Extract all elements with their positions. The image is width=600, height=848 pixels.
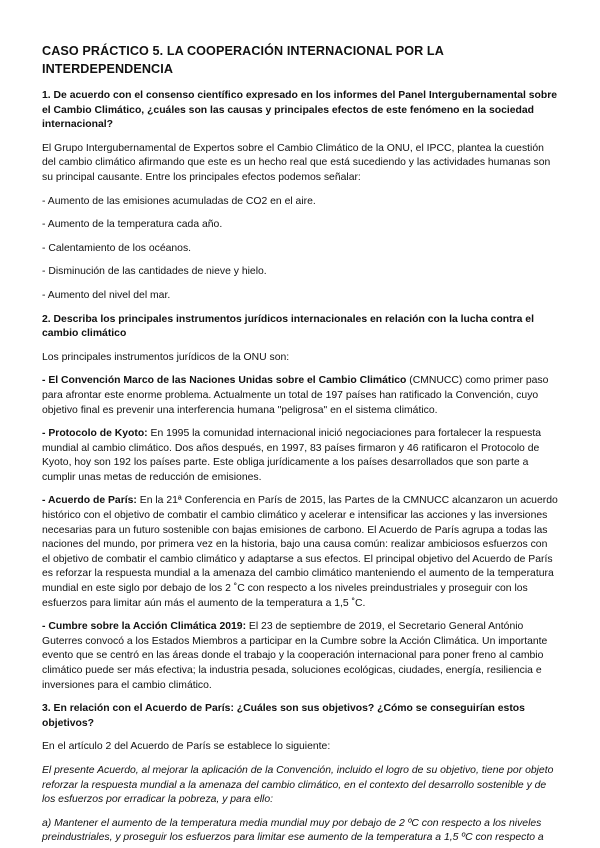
instrument-cmnucc [42,374,558,418]
instrument-text: En la 21ª Conferencia en París de 2015, las Partes de la CMNUCC alcanzaron un acuerdo histórico con el objetivo de combatir el cambio climático y acelerar e intensificar las acciones y las inversiones necesarias para un futuro sostenible con bajas emisiones de carbono. El Acuerdo de París agrupa a todas las naciones del mundo, por primera vez en la historia, bajo una causa común: realizar ambiciosos esfuerzos con el objetivo de combatir el cambio climático y adaptarse a sus efectos. El principal objetivo del Acuerdo de París es reforzar la respuesta mundial a la amenaza del cambio climático manteniendo el aumento de la temperatura mundial en este siglo por debajo de los 2 ˚C con respecto a los niveles preindustriales y proseguir con los esfuerzos para limitar aún más el aumento de la temperatura a 1,5 ˚C. [42,495,558,609]
effect-item: - Aumento de la temperatura cada año. [42,219,223,231]
effect-item: - Aumento del nivel del mar. [42,289,171,301]
instrument-text: En 1995 la comunidad internacional inició negociaciones para fortalecer la respuesta mundial al cambio climático. Dos años después, en 1997, 83 países firmaron y 46 ratificaron el Protocolo de Kyoto, hoy son 192 los países parte. Este obliga jurídicamente a los países desarrollados que son parte a cumplir unas metas de reducción de emisiones. [42,428,541,483]
agreement-item-a: a) Mantener el aumento de la temperatura media mundial muy por debajo de 2 ºC con respecto a los niveles preindustriales, y proseguir los esfuerzos para limitar ese aumento de la temperatura a 1,5 ºC con respecto a [42,817,544,844]
instrument-heading: - Cumbre sobre la Acción Climática 2019: [42,621,247,633]
effect-item: - Aumento de las emisiones acumuladas de CO2 en el aire. [42,195,316,207]
question-1-intro: El Grupo Intergubernamental de Expertos sobre el Cambio Climático de la ONU, el IPCC, plantea la cuestión del cambio climático afirmando que este es un hecho real que está sucediendo y las actividades humanas son su principal causante. Entre los principales efectos podemos señalar: [42,142,551,183]
agreement-quote: El presente Acuerdo, al mejorar la aplicación de la Convención, incluido el logro de su objetivo, tiene por objeto reforzar la respuesta mundial a la amenaza del cambio climático, en el contexto del desarrollo sostenible y de los esfuerzos por erradicar la pobreza, y para ello: [42,764,554,806]
effect-item: - Calentamiento de los océanos. [42,242,192,254]
effect-item: - Disminución de las cantidades de nieve y hielo. [42,266,267,278]
instrument-paris [42,494,558,611]
document-page [42,42,558,846]
instrument-text: (CMNUCC) como primer paso para afrontar este enorme problema. Actualmente un total de 197 países han ratificado la Convención, cuyo objetivo final es prevenir una interferencia humana "peligrosa" en el sistema climático. [42,375,549,416]
instrument-summit [42,620,558,693]
question-3: 3. En relación con el Acuerdo de París: ¿Cuáles son sus objetivos? ¿Cómo se conseguirían estos objetivos? [42,703,525,729]
instrument-text: El 23 de septiembre de 2019, el Secretario General António Guterres convocó a los Estados Miembros a participar en la Cumbre sobre la Acción Climática. Un importante evento que se centró en las áreas donde el trabajo y la cooperación internacional para poner freno al cambio climático puede ser más efectiva; la industria pesada, soluciones ecológicas, ciudades, energía, resiliencia e inversiones para el cambio climático. [42,621,548,691]
instrument-kyoto [42,427,558,485]
document-title: CASO PRÁCTICO 5. LA COOPERACIÓN INTERNACIONAL POR LA INTERDEPENDENCIA [42,44,444,76]
question-1: 1. De acuerdo con el consenso científico expresado en los informes del Panel Intergubernamental sobre el Cambio Climático, ¿cuáles son las causas y principales efectos de este fenómeno en la sociedad internacional? [42,90,558,131]
instrument-heading: - Protocolo de Kyoto: [42,428,148,440]
instrument-heading: - Acuerdo de París: [42,495,137,507]
question-2: 2. Describa los principales instrumentos jurídicos internacionales en relación con la lucha contra el cambio climático [42,313,534,340]
instrument-heading: - El Convención Marco de las Naciones Unidas sobre el Cambio Climático [42,375,407,387]
question-2-intro: Los principales instrumentos jurídicos de la ONU son: [42,351,290,363]
question-3-intro: En el artículo 2 del Acuerdo de París se establece lo siguiente: [42,741,331,753]
